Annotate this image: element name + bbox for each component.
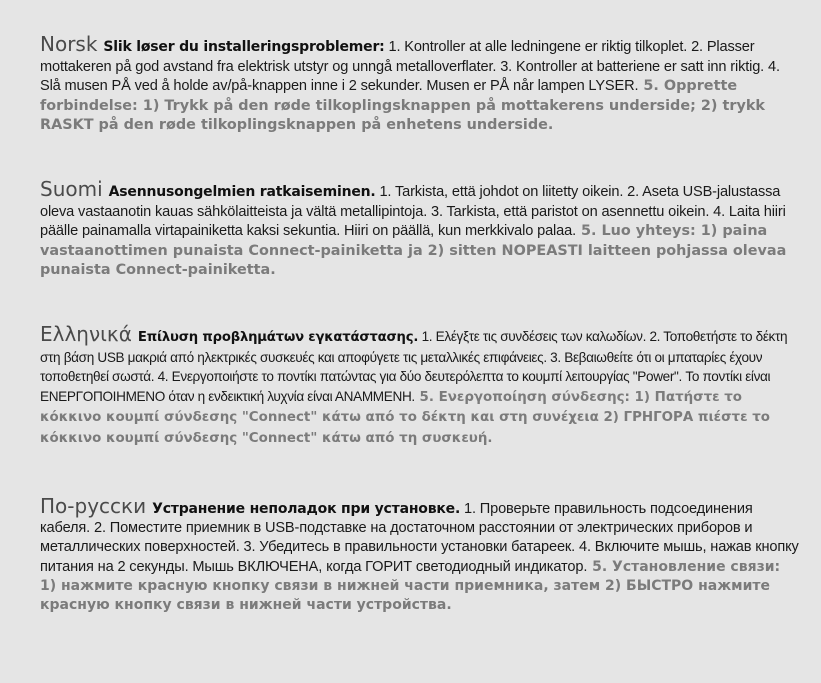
language-label: Norsk — [40, 32, 98, 56]
section-heading: Επίλυση προβλημάτων εγκατάστασης. — [137, 330, 419, 345]
section-russian — [40, 494, 800, 615]
language-label: Ελληνικά — [40, 322, 132, 346]
section-body: 1. Tarkista, että johdot on liitetty oikein. 2. Aseta USB-jalustassa oleva vastaanotin kauas sähkölaitteista ja vältä metallipintoja. 3. Tarkista, että paristot on asennettu oikein. 4. Laita hiiri päälle painamalla virtapainiketta kaksi sekuntia. Hiiri on päällä, kun merkkivalo palaa. — [40, 184, 786, 239]
section-suomi — [40, 177, 800, 281]
connect-instructions: 5. Установление связи: 1) нажмите красную кнопку связи в нижней части приемника, затем 2) БЫСТРО нажмите красную кнопку связи в нижней части устройства. — [40, 558, 781, 614]
section-heading: Устранение неполадок при установке. — [152, 501, 461, 517]
language-label: Suomi — [40, 177, 103, 201]
connect-instructions: 5. Luo yhteys: 1) paina vastaanottimen punaista Connect-painiketta ja 2) sitten NOPEASTI laitteen pohjassa olevaa punaista Connect-painiketta. — [40, 223, 787, 278]
connect-instructions: 5. Opprette forbindelse: 1) Trykk på den røde tilkoplingsknappen på mottakerens underside; 2) trykk RASKT på den røde tilkoplingsknappen på enhetens underside. — [40, 78, 765, 133]
section-body: 1. Ελέγξτε τις συνδέσεις των καλωδίων. 2. Τοποθετήστε το δέκτη στη βάση USB μακριά από ηλεκτρικές συσκευές και αποφύγετε τις μεταλλικές επιφάνειες. 3. Βεβαιωθείτε ότι οι μπαταρίες έχουν τοποθετηθεί σωστά. 4. Ενεργοποιήστε το ποντίκι πατώντας για δύο δευτερόλεπτα το κουμπί λειτουργίας "Power". Το ποντίκι είναι ΕΝΕΡΓΟΠΟΙΗΜΕΝΟ όταν η ενδεικτική λυχνία είναι ΑΝΑΜΜΕΝΗ. — [40, 329, 788, 404]
section-body: 1. Проверьте правильность подсоединения кабеля. 2. Поместите приемник в USB-подставке на достаточном расстоянии от электрических приборов и металлических поверхностей. 3. Убедитесь в правильности установки батареек. 4. Включите мышь, нажав кнопку питания на 2 секунды. Мышь ВКЛЮЧЕНА, когда ГОРИТ светодиодный индикатор. — [40, 501, 799, 575]
section-norsk — [40, 32, 800, 136]
section-heading: Asennusongelmien ratkaiseminen. — [108, 184, 376, 200]
connect-instructions: 5. Ενεργοποίηση σύνδεσης: 1) Πατήστε το κόκκινο κουμπί σύνδεσης "Connect" κάτω από το δέκτη και στη συνέχεια 2) ΓΡΗΓΟΡΑ πιέστε το κόκκινο κουμπί σύνδεσης "Connect" κάτω από τη συσκευή. — [40, 389, 770, 446]
section-greek — [40, 322, 800, 449]
section-body: 1. Kontroller at alle ledningene er riktig tilkoplet. 2. Plasser mottakeren på god avstand fra elektrisk utstyr og unngå metalloverflater. 3. Kontroller at batteriene er satt inn riktig. 4. Slå musen PÅ ved å holde av/på-knappen inne i 2 sekunder. Musen er PÅ når lampen LYSER. — [40, 39, 780, 94]
language-label: По-русски — [40, 494, 147, 518]
section-heading: Slik løser du installeringsproblemer: — [103, 39, 385, 55]
